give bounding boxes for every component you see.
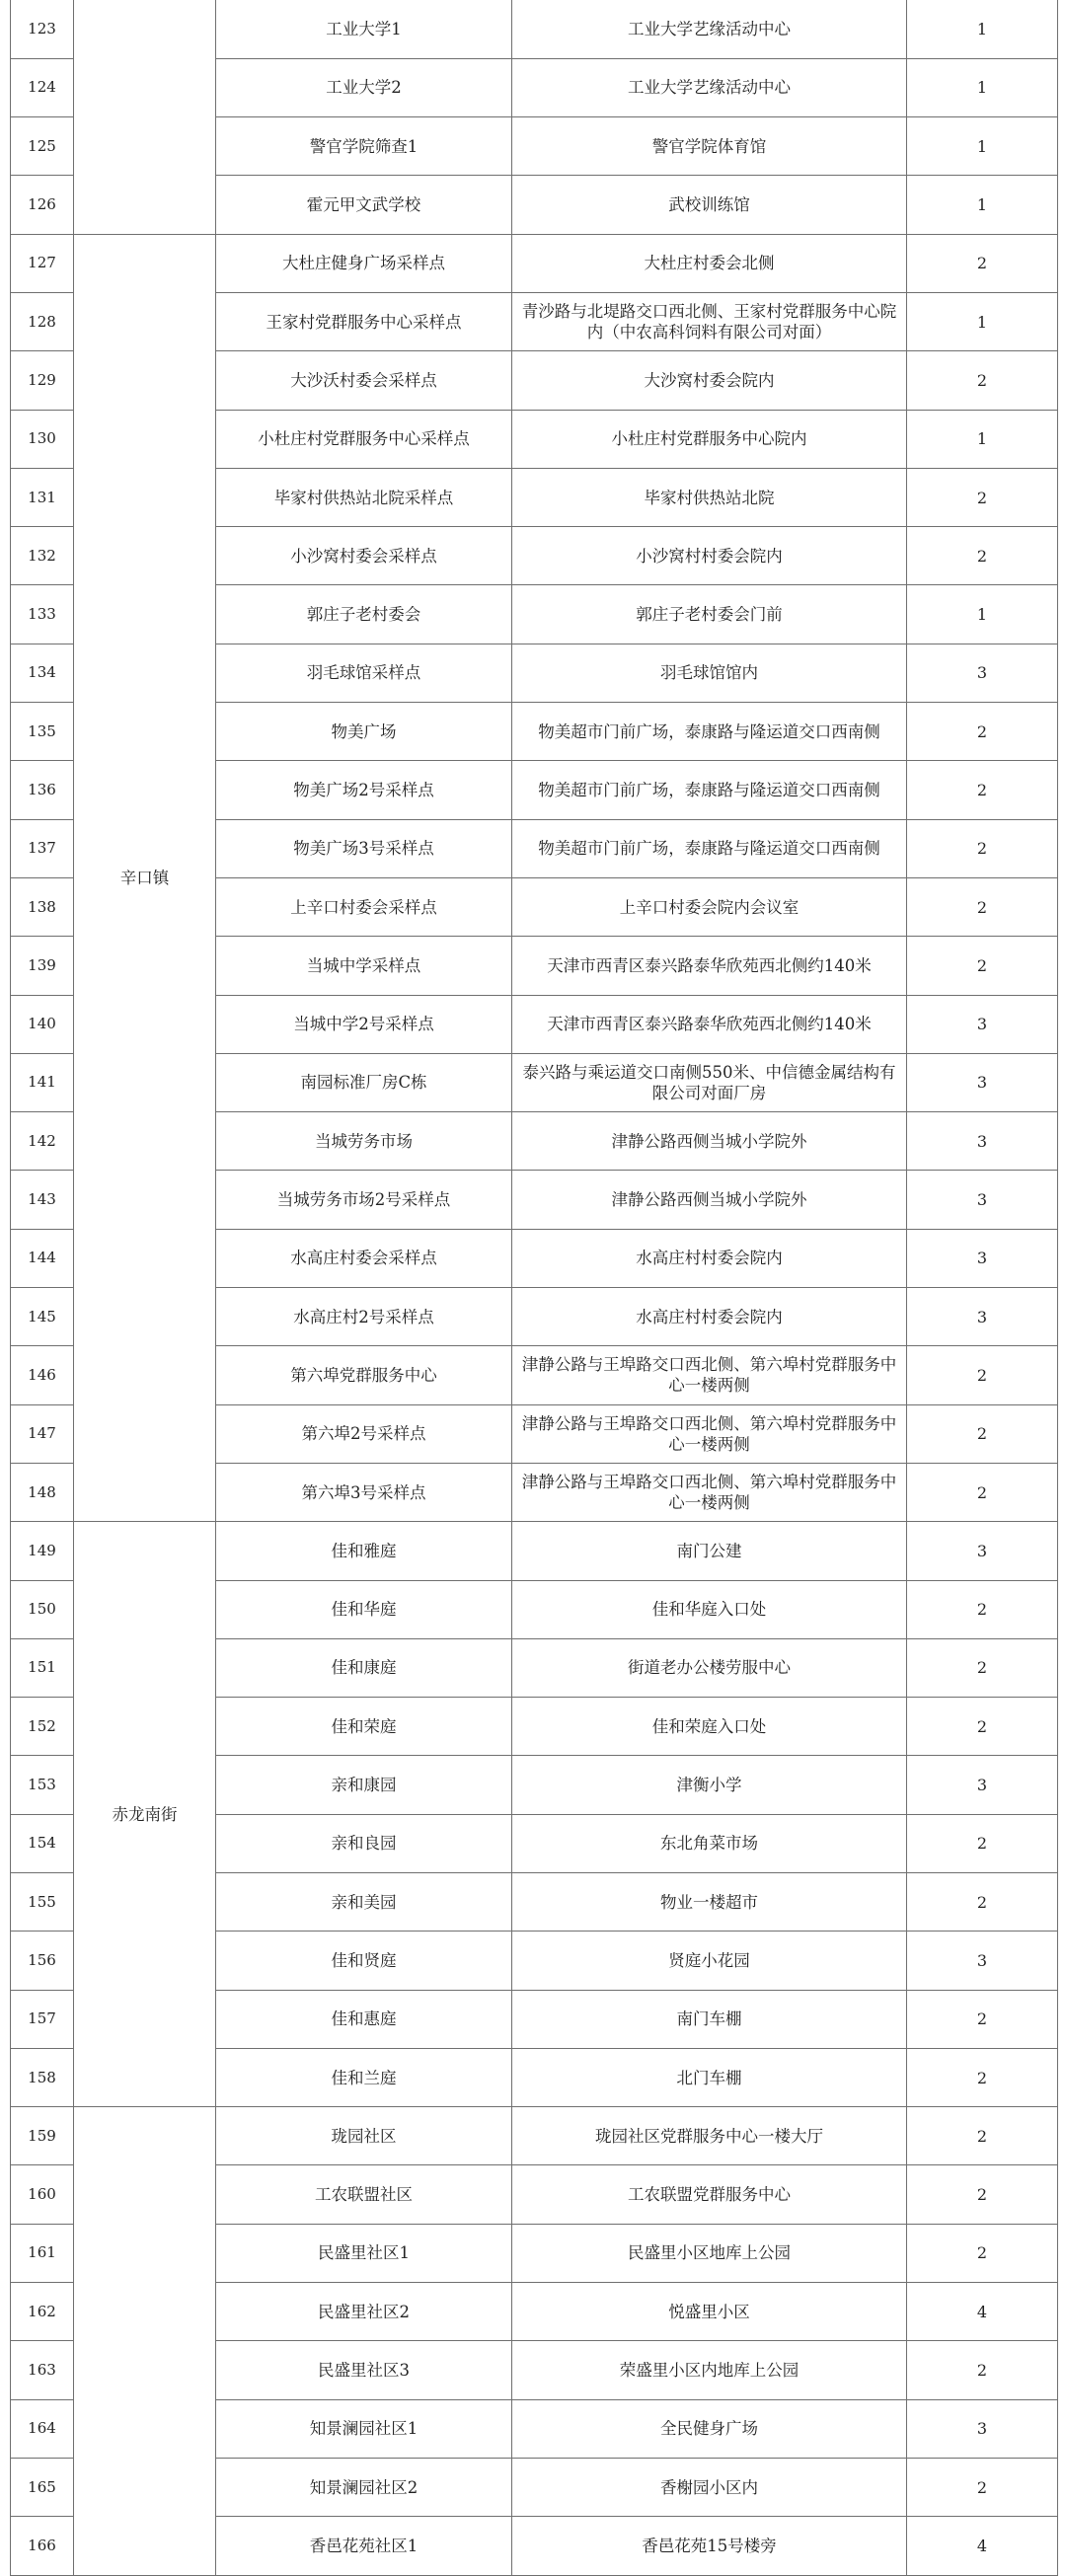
site-address: 警官学院体育馆 — [512, 117, 907, 176]
sampling-count: 1 — [907, 58, 1058, 116]
site-address: 武校训练馆 — [512, 176, 907, 234]
site-name: 民盛里社区3 — [216, 2341, 512, 2399]
row-number: 148 — [11, 1463, 74, 1521]
sampling-count: 2 — [907, 1346, 1058, 1404]
site-name: 工业大学1 — [216, 0, 512, 58]
site-address: 物美超市门前广场，泰康路与隆运道交口西南侧 — [512, 703, 907, 761]
row-number: 124 — [11, 58, 74, 116]
site-name: 水高庄村委会采样点 — [216, 1229, 512, 1287]
sampling-count: 2 — [907, 1580, 1058, 1638]
row-number: 126 — [11, 176, 74, 234]
site-name: 佳和康庭 — [216, 1638, 512, 1697]
row-number: 131 — [11, 468, 74, 526]
site-name: 工农联盟社区 — [216, 2165, 512, 2224]
town-cell — [74, 2107, 216, 2575]
site-name: 大杜庄健身广场采样点 — [216, 234, 512, 292]
site-name: 物美广场 — [216, 703, 512, 761]
sampling-count: 1 — [907, 0, 1058, 58]
sampling-count: 3 — [907, 1112, 1058, 1171]
row-number: 166 — [11, 2517, 74, 2575]
row-number: 123 — [11, 0, 74, 58]
row-number: 163 — [11, 2341, 74, 2399]
site-name: 南园标准厂房C栋 — [216, 1053, 512, 1111]
site-name: 佳和兰庭 — [216, 2048, 512, 2106]
sampling-count: 1 — [907, 585, 1058, 644]
table-row — [11, 0, 1058, 58]
site-address: 泰兴路与乘运道交口南侧550米、中信德金属结构有限公司对面厂房 — [512, 1053, 907, 1111]
site-name: 第六埠2号采样点 — [216, 1404, 512, 1463]
site-address: 津静公路与王埠路交口西北侧、第六埠村党群服务中心一楼两侧 — [512, 1346, 907, 1404]
site-name: 珑园社区 — [216, 2107, 512, 2165]
site-name: 大沙沃村委会采样点 — [216, 351, 512, 410]
row-number: 164 — [11, 2399, 74, 2458]
sampling-count: 2 — [907, 819, 1058, 877]
site-address: 工业大学艺缘活动中心 — [512, 0, 907, 58]
row-number: 135 — [11, 703, 74, 761]
sampling-count: 4 — [907, 2283, 1058, 2341]
sampling-count: 3 — [907, 1932, 1058, 1990]
site-address: 物业一楼超市 — [512, 1873, 907, 1932]
site-name: 佳和雅庭 — [216, 1522, 512, 1580]
site-address: 水高庄村村委会院内 — [512, 1229, 907, 1287]
site-address: 毕家村供热站北院 — [512, 468, 907, 526]
site-name: 当城劳务市场 — [216, 1112, 512, 1171]
site-address: 北门车棚 — [512, 2048, 907, 2106]
row-number: 141 — [11, 1053, 74, 1111]
row-number: 137 — [11, 819, 74, 877]
table-row — [11, 234, 1058, 292]
site-address: 津静公路西侧当城小学院外 — [512, 1112, 907, 1171]
site-address: 工业大学艺缘活动中心 — [512, 58, 907, 116]
sampling-count: 3 — [907, 995, 1058, 1053]
site-name: 水高庄村2号采样点 — [216, 1288, 512, 1346]
sampling-count: 1 — [907, 410, 1058, 468]
row-number: 125 — [11, 117, 74, 176]
site-address: 佳和华庭入口处 — [512, 1580, 907, 1638]
site-name: 工业大学2 — [216, 58, 512, 116]
site-name: 民盛里社区1 — [216, 2224, 512, 2282]
site-address: 大沙窝村委会院内 — [512, 351, 907, 410]
site-address: 工农联盟党群服务中心 — [512, 2165, 907, 2224]
row-number: 146 — [11, 1346, 74, 1404]
sampling-count: 2 — [907, 1990, 1058, 2048]
site-address: 水高庄村村委会院内 — [512, 1288, 907, 1346]
site-address: 南门车棚 — [512, 1990, 907, 2048]
sampling-count: 2 — [907, 527, 1058, 585]
sampling-count: 2 — [907, 2224, 1058, 2282]
row-number: 145 — [11, 1288, 74, 1346]
row-number: 162 — [11, 2283, 74, 2341]
sampling-count: 2 — [907, 1463, 1058, 1521]
row-number: 159 — [11, 2107, 74, 2165]
site-address: 荣盛里小区内地库上公园 — [512, 2341, 907, 2399]
site-address: 郭庄子老村委会门前 — [512, 585, 907, 644]
row-number: 138 — [11, 877, 74, 936]
site-name: 物美广场2号采样点 — [216, 761, 512, 819]
site-name: 知景澜园社区2 — [216, 2458, 512, 2516]
sampling-count: 2 — [907, 234, 1058, 292]
row-number: 157 — [11, 1990, 74, 2048]
site-name: 郭庄子老村委会 — [216, 585, 512, 644]
sampling-count: 2 — [907, 1404, 1058, 1463]
sampling-count: 2 — [907, 877, 1058, 936]
row-number: 132 — [11, 527, 74, 585]
sampling-count: 3 — [907, 1171, 1058, 1229]
row-number: 152 — [11, 1698, 74, 1756]
site-address: 贤庭小花园 — [512, 1932, 907, 1990]
row-number: 140 — [11, 995, 74, 1053]
site-address: 津静公路西侧当城小学院外 — [512, 1171, 907, 1229]
site-address: 小沙窝村村委会院内 — [512, 527, 907, 585]
site-name: 香邑花苑社区1 — [216, 2517, 512, 2575]
sampling-count: 2 — [907, 2341, 1058, 2399]
site-address: 民盛里小区地库上公园 — [512, 2224, 907, 2282]
row-number: 150 — [11, 1580, 74, 1638]
row-number: 156 — [11, 1932, 74, 1990]
site-name: 羽毛球馆采样点 — [216, 644, 512, 702]
row-number: 154 — [11, 1814, 74, 1872]
site-address: 香榭园小区内 — [512, 2458, 907, 2516]
row-number: 130 — [11, 410, 74, 468]
table-body — [11, 0, 1058, 2575]
sampling-count: 1 — [907, 117, 1058, 176]
row-number: 128 — [11, 292, 74, 350]
sampling-count: 2 — [907, 2107, 1058, 2165]
sampling-count: 4 — [907, 2517, 1058, 2575]
site-name: 第六埠3号采样点 — [216, 1463, 512, 1521]
site-address: 全民健身广场 — [512, 2399, 907, 2458]
town-cell: 赤龙南街 — [74, 1522, 216, 2107]
sampling-count: 3 — [907, 1288, 1058, 1346]
row-number: 143 — [11, 1171, 74, 1229]
site-address: 津衡小学 — [512, 1756, 907, 1814]
town-cell: 辛口镇 — [74, 234, 216, 1522]
row-number: 153 — [11, 1756, 74, 1814]
row-number: 127 — [11, 234, 74, 292]
site-address: 大杜庄村委会北侧 — [512, 234, 907, 292]
sampling-count: 1 — [907, 176, 1058, 234]
site-address: 小杜庄村党群服务中心院内 — [512, 410, 907, 468]
sampling-count: 3 — [907, 1756, 1058, 1814]
site-name: 知景澜园社区1 — [216, 2399, 512, 2458]
site-address: 悦盛里小区 — [512, 2283, 907, 2341]
sampling-count: 2 — [907, 2048, 1058, 2106]
site-address: 佳和荣庭入口处 — [512, 1698, 907, 1756]
row-number: 165 — [11, 2458, 74, 2516]
site-name: 当城劳务市场2号采样点 — [216, 1171, 512, 1229]
row-number: 139 — [11, 937, 74, 995]
sampling-count: 2 — [907, 1873, 1058, 1932]
site-address: 津静公路与王埠路交口西北侧、第六埠村党群服务中心一楼两侧 — [512, 1404, 907, 1463]
sampling-count: 3 — [907, 1229, 1058, 1287]
site-name: 亲和良园 — [216, 1814, 512, 1872]
row-number: 134 — [11, 644, 74, 702]
site-name: 民盛里社区2 — [216, 2283, 512, 2341]
site-name: 当城中学2号采样点 — [216, 995, 512, 1053]
site-name: 小沙窝村委会采样点 — [216, 527, 512, 585]
site-name: 物美广场3号采样点 — [216, 819, 512, 877]
sampling-count: 2 — [907, 1814, 1058, 1872]
site-name: 毕家村供热站北院采样点 — [216, 468, 512, 526]
site-name: 第六埠党群服务中心 — [216, 1346, 512, 1404]
site-address: 天津市西青区泰兴路泰华欣苑西北侧约140米 — [512, 937, 907, 995]
row-number: 147 — [11, 1404, 74, 1463]
table-row — [11, 1522, 1058, 1580]
site-name: 佳和贤庭 — [216, 1932, 512, 1990]
site-address: 香邑花苑15号楼旁 — [512, 2517, 907, 2575]
site-address: 东北角菜市场 — [512, 1814, 907, 1872]
sampling-count: 2 — [907, 2165, 1058, 2224]
sampling-count: 2 — [907, 2458, 1058, 2516]
sampling-count: 2 — [907, 1638, 1058, 1697]
row-number: 142 — [11, 1112, 74, 1171]
sampling-count: 3 — [907, 1053, 1058, 1111]
sampling-count: 2 — [907, 937, 1058, 995]
site-name: 佳和荣庭 — [216, 1698, 512, 1756]
site-address: 街道老办公楼劳服中心 — [512, 1638, 907, 1697]
sampling-count: 2 — [907, 1698, 1058, 1756]
site-name: 当城中学采样点 — [216, 937, 512, 995]
row-number: 155 — [11, 1873, 74, 1932]
sampling-count: 2 — [907, 703, 1058, 761]
site-address: 珑园社区党群服务中心一楼大厅 — [512, 2107, 907, 2165]
row-number: 161 — [11, 2224, 74, 2282]
site-address: 物美超市门前广场，泰康路与隆运道交口西南侧 — [512, 761, 907, 819]
site-name: 上辛口村委会采样点 — [216, 877, 512, 936]
sampling-count: 3 — [907, 644, 1058, 702]
row-number: 144 — [11, 1229, 74, 1287]
town-cell — [74, 0, 216, 234]
row-number: 136 — [11, 761, 74, 819]
sampling-count: 3 — [907, 1522, 1058, 1580]
site-address: 津静公路与王埠路交口西北侧、第六埠村党群服务中心一楼两侧 — [512, 1463, 907, 1521]
site-name: 王家村党群服务中心采样点 — [216, 292, 512, 350]
site-address: 天津市西青区泰兴路泰华欣苑西北侧约140米 — [512, 995, 907, 1053]
site-name: 佳和惠庭 — [216, 1990, 512, 2048]
sampling-count: 2 — [907, 351, 1058, 410]
site-address: 青沙路与北堤路交口西北侧、王家村党群服务中心院内（中农高科饲料有限公司对面） — [512, 292, 907, 350]
table-row — [11, 2107, 1058, 2165]
site-name: 佳和华庭 — [216, 1580, 512, 1638]
site-name: 亲和康园 — [216, 1756, 512, 1814]
row-number: 129 — [11, 351, 74, 410]
sampling-count: 1 — [907, 292, 1058, 350]
site-address: 羽毛球馆馆内 — [512, 644, 907, 702]
site-address: 上辛口村委会院内会议室 — [512, 877, 907, 936]
sampling-site-table — [10, 0, 1058, 2576]
site-address: 物美超市门前广场，泰康路与隆运道交口西南侧 — [512, 819, 907, 877]
row-number: 158 — [11, 2048, 74, 2106]
sampling-count: 2 — [907, 468, 1058, 526]
site-address: 南门公建 — [512, 1522, 907, 1580]
site-name: 亲和美园 — [216, 1873, 512, 1932]
sampling-count: 2 — [907, 761, 1058, 819]
site-name: 警官学院筛查1 — [216, 117, 512, 176]
site-name: 小杜庄村党群服务中心采样点 — [216, 410, 512, 468]
row-number: 151 — [11, 1638, 74, 1697]
row-number: 160 — [11, 2165, 74, 2224]
sampling-count: 3 — [907, 2399, 1058, 2458]
row-number: 133 — [11, 585, 74, 644]
row-number: 149 — [11, 1522, 74, 1580]
site-name: 霍元甲文武学校 — [216, 176, 512, 234]
